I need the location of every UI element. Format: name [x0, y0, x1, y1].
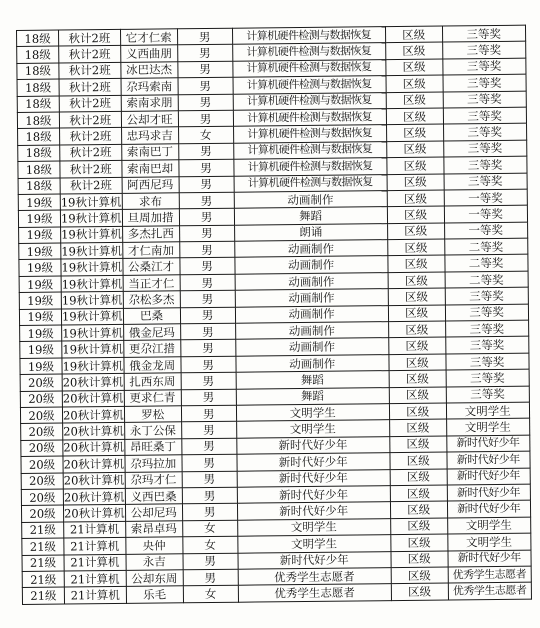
prize-cell: 文明学生 — [447, 517, 530, 534]
name-cell: 忠玛求吉 — [121, 127, 178, 144]
item-cell: 优秀学生志愿者 — [238, 584, 391, 602]
level-cell: 区级 — [391, 551, 448, 568]
class-cell: 19秋计算机 — [61, 243, 123, 259]
item-cell: 舞蹈 — [236, 371, 389, 389]
grade-cell: 19级 — [20, 341, 62, 358]
item-cell: 动画制作 — [236, 354, 389, 372]
item-cell: 动画制作 — [235, 338, 388, 356]
name-cell: 求布 — [122, 193, 179, 210]
name-cell: 旦周加措 — [122, 209, 179, 226]
sex-cell: 男 — [177, 45, 232, 62]
level-cell: 区级 — [388, 321, 445, 338]
item-cell: 动画制作 — [234, 191, 387, 209]
item-cell: 新时代好少年 — [236, 436, 389, 454]
class-cell: 19秋计算机 — [60, 210, 122, 226]
class-cell: 20秋计算机 — [63, 489, 125, 505]
class-cell: 秋计2班 — [60, 128, 122, 145]
item-cell: 计算机硬件检测与数据恢复 — [234, 158, 387, 176]
grade-cell: 18级 — [17, 79, 59, 96]
class-cell: 秋计2班 — [60, 177, 122, 194]
item-cell: 动画制作 — [235, 289, 388, 307]
prize-cell: 三等奖 — [445, 337, 528, 354]
class-cell: 21计算机 — [64, 570, 126, 587]
grade-cell: 19级 — [18, 194, 60, 211]
class-cell: 19秋计算机 — [61, 292, 123, 308]
prize-cell: 文明学生 — [446, 402, 529, 419]
item-cell: 计算机硬件检测与数据恢复 — [233, 125, 386, 143]
sex-cell: 男 — [179, 225, 234, 242]
class-cell: 秋计2班 — [59, 111, 121, 128]
class-cell: 秋计2班 — [59, 62, 121, 79]
name-cell: 多杰扎西 — [122, 225, 179, 242]
prize-cell: 三等奖 — [445, 287, 528, 304]
class-cell: 20秋计算机 — [63, 423, 124, 439]
prize-cell: 二等奖 — [445, 271, 528, 288]
grade-cell: 19级 — [19, 292, 61, 309]
item-cell: 计算机硬件检测与数据恢复 — [234, 174, 387, 192]
class-cell: 21计算机 — [64, 521, 126, 538]
sex-cell: 男 — [181, 438, 236, 455]
class-cell: 19秋计算机 — [62, 325, 123, 341]
sex-cell: 女 — [183, 585, 238, 602]
grade-cell: 19级 — [19, 243, 61, 260]
grade-cell: 18级 — [17, 63, 59, 80]
name-cell: 公却尼玛 — [125, 504, 182, 521]
class-cell: 秋计2班 — [60, 161, 122, 178]
prize-cell: 优秀学生志愿者 — [448, 582, 531, 599]
class-cell: 20秋计算机 — [63, 456, 125, 472]
name-cell: 尕松多杰 — [123, 291, 180, 308]
grade-cell: 19级 — [20, 325, 62, 342]
level-cell: 区级 — [388, 288, 445, 305]
name-cell: 当正才仁 — [123, 275, 180, 292]
item-cell: 新时代好少年 — [237, 469, 390, 487]
item-cell: 动画制作 — [235, 322, 388, 340]
item-cell: 计算机硬件检测与数据恢复 — [233, 141, 386, 159]
grade-cell: 18级 — [18, 145, 60, 162]
level-cell: 区级 — [386, 108, 443, 125]
name-cell: 尕玛才仁 — [125, 471, 182, 488]
item-cell: 计算机硬件检测与数据恢复 — [232, 27, 385, 45]
item-cell: 动画制作 — [234, 240, 387, 258]
item-cell: 新时代好少年 — [238, 551, 391, 569]
level-cell: 区级 — [389, 419, 446, 436]
prize-cell: 三等奖 — [443, 156, 526, 173]
sex-cell: 男 — [183, 569, 238, 586]
grade-cell: 21级 — [22, 538, 64, 555]
item-cell: 文明学生 — [237, 518, 390, 536]
class-cell: 20秋计算机 — [63, 440, 125, 455]
grade-cell: 18级 — [18, 161, 60, 178]
level-cell: 区级 — [389, 436, 446, 453]
name-cell: 乐毛 — [126, 586, 183, 603]
sex-cell: 男 — [181, 372, 236, 389]
grade-cell: 19级 — [18, 210, 60, 227]
grade-cell: 19级 — [20, 358, 62, 375]
name-cell: 更尕江措 — [123, 340, 180, 357]
name-cell: 它才仁索 — [120, 29, 177, 46]
sex-cell: 男 — [179, 176, 234, 193]
name-cell: 索南巴丁 — [121, 144, 178, 161]
sex-cell: 女 — [182, 520, 237, 537]
item-cell: 新时代好少年 — [237, 502, 390, 520]
sex-cell: 女 — [182, 536, 237, 553]
name-cell: 永丁公保 — [124, 422, 181, 439]
sex-cell: 女 — [178, 127, 233, 144]
sex-cell: 男 — [181, 356, 236, 373]
name-cell: 尕玛拉加 — [125, 455, 182, 472]
grade-cell: 20级 — [21, 473, 63, 490]
sex-cell: 男 — [181, 422, 236, 439]
prize-cell: 三等奖 — [443, 140, 526, 157]
level-cell: 区级 — [391, 583, 448, 600]
prize-cell: 三等奖 — [445, 320, 528, 337]
prize-cell: 三等奖 — [443, 74, 526, 91]
grade-cell: 20级 — [21, 456, 63, 473]
item-cell: 朗诵 — [234, 223, 387, 241]
name-cell: 巴桑 — [123, 307, 180, 324]
name-cell: 公却东周 — [126, 570, 183, 587]
grade-cell: 21级 — [22, 587, 64, 604]
sex-cell: 男 — [178, 143, 233, 160]
level-cell: 区级 — [387, 190, 444, 207]
item-cell: 舞蹈 — [236, 387, 389, 405]
prize-cell: 一等奖 — [444, 222, 527, 239]
grade-cell: 21级 — [22, 571, 64, 588]
sex-cell: 男 — [180, 307, 235, 324]
level-cell: 区级 — [390, 501, 447, 518]
sex-cell: 男 — [179, 241, 234, 258]
sex-cell: 男 — [178, 110, 233, 127]
class-cell: 21计算机 — [64, 537, 126, 554]
item-cell: 优秀学生志愿者 — [238, 567, 391, 585]
grade-cell: 20级 — [20, 407, 62, 424]
name-cell: 俄金龙周 — [124, 357, 181, 374]
level-cell: 区级 — [387, 223, 444, 240]
item-cell: 文明学生 — [236, 420, 389, 438]
prize-cell: 文明学生 — [447, 533, 530, 550]
class-cell: 20秋计算机 — [62, 391, 124, 406]
grade-cell: 18级 — [17, 46, 59, 63]
sex-cell: 男 — [180, 290, 235, 307]
grade-cell: 21级 — [22, 522, 64, 539]
prize-cell: 优秀学生志愿者 — [448, 566, 531, 583]
name-cell: 冰巴达杰 — [120, 62, 177, 79]
sex-cell: 男 — [182, 471, 237, 488]
level-cell: 区级 — [390, 469, 447, 486]
prize-cell: 一等奖 — [444, 205, 527, 222]
prize-cell: 新时代好少年 — [447, 484, 530, 501]
level-cell: 区级 — [390, 485, 447, 502]
sex-cell: 男 — [178, 77, 233, 94]
sex-cell: 男 — [181, 405, 236, 422]
prize-cell: 三等奖 — [445, 304, 528, 321]
grade-cell: 18级 — [17, 96, 59, 113]
grade-cell: 19级 — [19, 227, 61, 244]
sex-cell: 男 — [179, 159, 234, 176]
item-cell: 舞蹈 — [234, 207, 387, 225]
level-cell: 区级 — [387, 239, 444, 256]
grade-cell: 20级 — [21, 440, 63, 457]
class-cell: 20秋计算机 — [63, 473, 125, 488]
class-cell: 21计算机 — [64, 554, 126, 571]
name-cell: 索昂卓玛 — [125, 521, 182, 538]
level-cell: 区级 — [386, 141, 443, 158]
item-cell: 动画制作 — [235, 305, 388, 323]
prize-cell: 三等奖 — [442, 42, 525, 59]
name-cell: 义西曲朋 — [120, 45, 177, 62]
grade-cell: 21级 — [22, 555, 64, 572]
class-cell: 19秋计算机 — [61, 309, 123, 324]
level-cell: 区级 — [388, 255, 445, 272]
name-cell: 阿西尼玛 — [122, 176, 179, 193]
name-cell: 尕玛索南 — [121, 78, 178, 95]
name-cell: 昂旺桑丁 — [124, 439, 181, 456]
prize-cell: 一等奖 — [444, 189, 527, 206]
sex-cell: 男 — [179, 209, 234, 226]
prize-cell: 新时代好少年 — [448, 550, 531, 567]
level-cell: 区级 — [386, 124, 443, 141]
class-cell: 秋计2班 — [60, 144, 122, 161]
name-cell: 扎西东周 — [124, 373, 181, 390]
sex-cell: 男 — [182, 454, 237, 471]
sex-cell: 男 — [182, 487, 237, 504]
prize-cell: 三等奖 — [446, 386, 529, 403]
level-cell: 区级 — [385, 26, 442, 43]
prize-cell: 新时代好少年 — [447, 468, 530, 485]
class-cell: 20秋计算机 — [63, 505, 125, 521]
awards-table — [16, 25, 532, 605]
level-cell: 区级 — [388, 272, 445, 289]
level-cell: 区级 — [385, 42, 442, 59]
prize-cell: 三等奖 — [443, 107, 526, 124]
sex-cell: 男 — [180, 274, 235, 291]
prize-cell: 三等奖 — [446, 369, 529, 386]
prize-cell: 三等奖 — [443, 91, 526, 108]
sex-cell: 男 — [183, 553, 238, 570]
item-cell: 新时代好少年 — [237, 453, 390, 471]
prize-cell: 文明学生 — [446, 419, 529, 436]
class-cell: 19秋计算机 — [62, 342, 124, 357]
grade-cell: 18级 — [18, 128, 60, 145]
level-cell: 区级 — [387, 174, 444, 191]
prize-cell: 新时代好少年 — [447, 451, 530, 468]
grade-cell: 18级 — [17, 30, 59, 47]
name-cell: 索南求朋 — [121, 94, 178, 111]
class-cell: 19秋计算机 — [61, 227, 122, 242]
name-cell: 义西巴桑 — [125, 488, 182, 505]
level-cell: 区级 — [386, 75, 443, 92]
prize-cell: 新时代好少年 — [446, 435, 529, 452]
item-cell: 计算机硬件检测与数据恢复 — [233, 92, 386, 110]
grade-cell: 19级 — [19, 309, 61, 326]
prize-cell: 三等奖 — [442, 58, 525, 75]
item-cell: 计算机硬件检测与数据恢复 — [233, 109, 386, 127]
name-cell: 俄金尼玛 — [123, 324, 180, 341]
class-cell: 19秋计算机 — [60, 194, 122, 210]
name-cell: 央仲 — [125, 537, 182, 554]
sex-cell: 男 — [182, 504, 237, 521]
item-cell: 新时代好少年 — [237, 486, 390, 504]
name-cell: 才仁南加 — [122, 242, 179, 259]
grade-cell: 20级 — [21, 489, 63, 506]
prize-cell: 二等奖 — [444, 238, 527, 255]
name-cell: 索南巴却 — [122, 160, 179, 177]
name-cell: 公却才旺 — [121, 111, 178, 128]
class-cell: 秋计2班 — [59, 95, 121, 112]
name-cell: 罗松 — [124, 406, 181, 423]
level-cell: 区级 — [385, 59, 442, 76]
item-cell: 文明学生 — [237, 535, 390, 553]
level-cell: 区级 — [389, 403, 446, 420]
level-cell: 区级 — [388, 337, 445, 354]
level-cell: 区级 — [387, 206, 444, 223]
level-cell: 区级 — [391, 567, 448, 584]
class-cell: 21计算机 — [64, 587, 126, 604]
sex-cell: 男 — [179, 192, 234, 209]
level-cell: 区级 — [386, 92, 443, 109]
sex-cell: 男 — [178, 94, 233, 111]
grade-cell: 19级 — [19, 276, 61, 293]
item-cell: 计算机硬件检测与数据恢复 — [232, 59, 385, 77]
awards-table-body — [17, 25, 532, 604]
class-cell: 19秋计算机 — [62, 358, 124, 374]
class-cell: 20秋计算机 — [62, 407, 124, 423]
prize-cell: 新时代好少年 — [447, 500, 530, 517]
sex-cell: 男 — [180, 323, 235, 340]
name-cell: 公桑江才 — [123, 258, 180, 275]
sex-cell: 男 — [177, 61, 232, 78]
grade-cell: 19级 — [19, 260, 61, 277]
item-cell: 动画制作 — [235, 272, 388, 290]
class-cell: 19秋计算机 — [61, 260, 123, 275]
name-cell: 永吉 — [126, 553, 183, 570]
grade-cell: 20级 — [21, 505, 63, 522]
item-cell: 计算机硬件检测与数据恢复 — [233, 76, 386, 94]
name-cell: 更求仁青 — [124, 389, 181, 406]
class-cell: 19秋计算机 — [61, 276, 123, 292]
sex-cell: 男 — [181, 389, 236, 406]
sex-cell: 男 — [180, 258, 235, 275]
level-cell: 区级 — [386, 157, 443, 174]
item-cell: 计算机硬件检测与数据恢复 — [232, 43, 385, 61]
prize-cell: 二等奖 — [445, 255, 528, 272]
level-cell: 区级 — [388, 305, 445, 322]
class-cell: 秋计2班 — [59, 29, 121, 46]
grade-cell: 18级 — [18, 178, 60, 195]
grade-cell: 18级 — [17, 112, 59, 129]
class-cell: 20秋计算机 — [62, 374, 124, 390]
level-cell: 区级 — [389, 387, 446, 404]
prize-cell: 三等奖 — [446, 353, 529, 370]
grade-cell: 20级 — [20, 391, 62, 408]
level-cell: 区级 — [390, 452, 447, 469]
class-cell: 秋计2班 — [59, 79, 121, 96]
item-cell: 文明学生 — [236, 404, 389, 422]
level-cell: 区级 — [389, 354, 446, 371]
level-cell: 区级 — [390, 534, 447, 551]
grade-cell: 20级 — [20, 374, 62, 391]
prize-cell: 三等奖 — [442, 25, 525, 42]
grade-cell: 20级 — [21, 423, 63, 440]
class-cell: 秋计2班 — [59, 46, 121, 63]
prize-cell: 三等奖 — [443, 124, 526, 141]
sex-cell: 男 — [180, 340, 235, 357]
level-cell: 区级 — [389, 370, 446, 387]
level-cell: 区级 — [390, 518, 447, 535]
sex-cell: 男 — [177, 28, 232, 45]
prize-cell: 三等奖 — [444, 173, 527, 190]
item-cell: 动画制作 — [235, 256, 388, 274]
